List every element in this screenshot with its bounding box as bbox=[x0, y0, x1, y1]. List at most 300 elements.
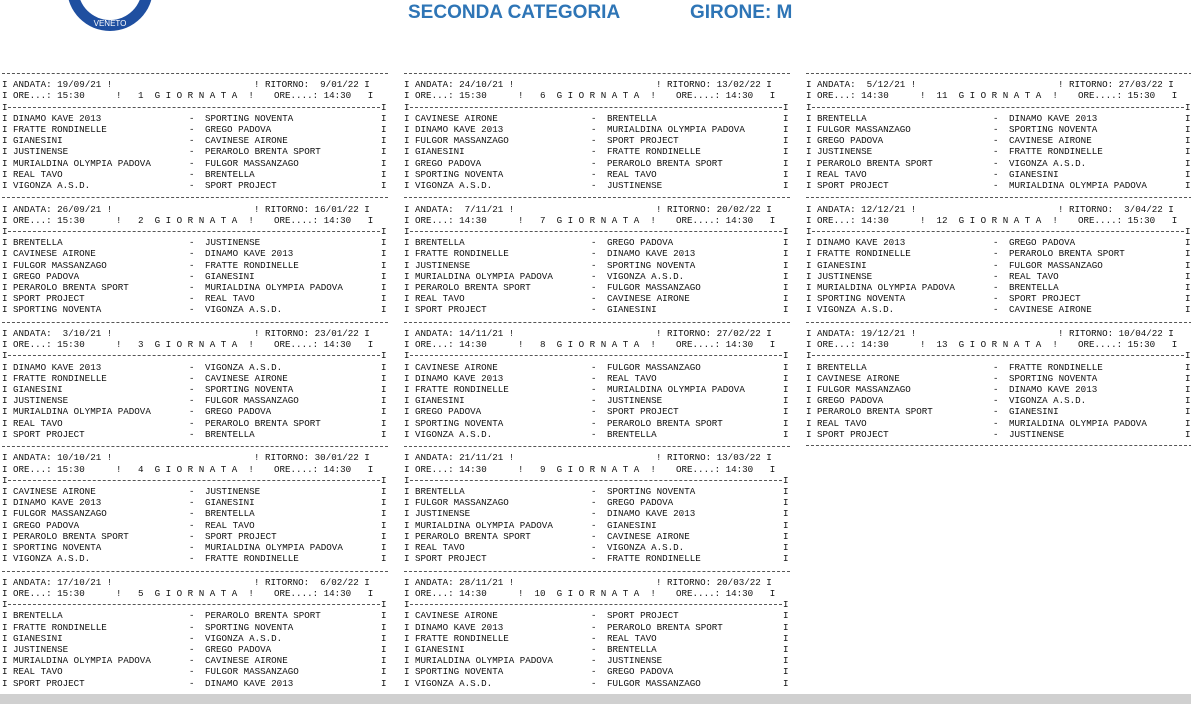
match-row bbox=[2, 135, 388, 146]
match-separator: - bbox=[591, 508, 597, 520]
away-team: FRATTE RONDINELLE bbox=[607, 553, 701, 565]
match-row bbox=[2, 542, 388, 553]
away-team: BRENTELLA bbox=[607, 643, 657, 655]
home-team: DINAMO KAVE 2013 bbox=[13, 112, 102, 124]
match-separator: - bbox=[591, 372, 597, 384]
match-row bbox=[2, 373, 388, 384]
away-team: FRATTE RONDINELLE bbox=[205, 259, 299, 271]
ritorno-time: ORE....: 14:30 I bbox=[274, 214, 374, 226]
wall-right: I bbox=[381, 530, 387, 542]
match-separator: - bbox=[189, 643, 195, 655]
wall-right: I bbox=[783, 417, 789, 429]
separator-row bbox=[806, 102, 1191, 113]
home-team: REAL TAVO bbox=[415, 541, 465, 553]
wall-left: I bbox=[2, 124, 8, 135]
match-row bbox=[2, 678, 388, 689]
match-row bbox=[2, 362, 388, 373]
ritorno-date: ! RITORNO: 20/02/22 I bbox=[656, 203, 772, 215]
dashed-rule bbox=[404, 322, 790, 323]
ritorno-time: ORE....: 14:30 I bbox=[676, 463, 776, 475]
match-separator: - bbox=[591, 168, 597, 180]
match-separator: - bbox=[189, 666, 195, 678]
wall-right: I bbox=[381, 361, 387, 373]
andata-time: I ORE...: 14:30 bbox=[404, 214, 487, 226]
wall-left: I bbox=[2, 237, 8, 249]
away-team: CAVINESE AIRONE bbox=[205, 135, 288, 147]
match-row bbox=[2, 271, 388, 282]
away-team: SPORTING NOVENTA bbox=[607, 259, 696, 271]
separator-row bbox=[404, 226, 790, 237]
wall-left: I bbox=[2, 519, 8, 531]
home-team: JUSTINENSE bbox=[13, 643, 69, 655]
giornata-number: ! 4 G I O R N A T A ! bbox=[116, 463, 254, 475]
wall-right: I bbox=[381, 485, 387, 497]
match-separator: - bbox=[591, 655, 597, 667]
away-team: PERAROLO BRENTA SPORT bbox=[607, 417, 723, 429]
andata-ritorno-row bbox=[404, 452, 790, 463]
separator-row bbox=[2, 68, 388, 79]
match-row bbox=[2, 655, 388, 666]
home-team: CAVINESE AIRONE bbox=[817, 372, 900, 384]
giornata-row bbox=[2, 464, 388, 475]
separator-row bbox=[806, 192, 1191, 203]
wall-left: I bbox=[404, 666, 410, 678]
away-team: GIANESINI bbox=[607, 519, 657, 531]
match-row bbox=[2, 486, 388, 497]
home-team: VIGONZA A.S.D. bbox=[415, 677, 493, 689]
andata-ritorno-row bbox=[2, 204, 388, 215]
match-row bbox=[404, 260, 790, 271]
match-row bbox=[404, 666, 790, 677]
away-team: MURIALDINA OLYMPIA PADOVA bbox=[205, 281, 343, 293]
wall-right: I bbox=[783, 248, 789, 260]
away-team: REAL TAVO bbox=[1009, 270, 1059, 282]
away-team: MURIALDINA OLYMPIA PADOVA bbox=[1009, 180, 1147, 191]
separator-row bbox=[2, 102, 388, 113]
match-row bbox=[404, 395, 790, 406]
wall-right: I bbox=[381, 350, 387, 362]
match-row bbox=[2, 248, 388, 259]
separator-row bbox=[2, 599, 388, 610]
away-team: JUSTINENSE bbox=[607, 180, 663, 191]
wall-left: I bbox=[2, 677, 8, 689]
wall-right: I bbox=[381, 293, 387, 305]
separator-row bbox=[2, 192, 388, 203]
match-row bbox=[2, 169, 388, 180]
home-team: GIANESINI bbox=[13, 632, 63, 644]
away-team: VIGONZA A.S.D. bbox=[205, 361, 283, 373]
wall-left: I bbox=[404, 157, 410, 169]
away-team: REAL TAVO bbox=[607, 632, 657, 644]
dashed-rule bbox=[2, 571, 388, 572]
match-separator: - bbox=[993, 281, 999, 293]
match-separator: - bbox=[189, 530, 195, 542]
match-separator: - bbox=[993, 157, 999, 169]
ritorno-time: ORE....: 14:30 I bbox=[676, 339, 776, 351]
match-separator: - bbox=[993, 112, 999, 124]
wall-left: I bbox=[806, 225, 812, 237]
wall-right: I bbox=[381, 666, 387, 678]
andata-ritorno-row bbox=[2, 452, 388, 463]
home-team: GREGO PADOVA bbox=[13, 270, 80, 282]
wall-left: I bbox=[2, 666, 8, 678]
andata-ritorno-row bbox=[2, 577, 388, 588]
andata-ritorno-row bbox=[404, 79, 790, 90]
match-separator: - bbox=[591, 281, 597, 293]
home-team: DINAMO KAVE 2013 bbox=[415, 372, 504, 384]
match-row bbox=[806, 429, 1191, 440]
dashed-rule bbox=[2, 73, 388, 74]
giornata-number: ! 5 G I O R N A T A ! bbox=[116, 587, 254, 599]
away-team: MURIALDINA OLYMPIA PADOVA bbox=[607, 383, 745, 395]
wall-left: I bbox=[2, 383, 8, 395]
wall-right: I bbox=[381, 259, 387, 271]
wall-right: I bbox=[1185, 383, 1191, 395]
ritorno-date: ! RITORNO: 3/04/22 I bbox=[1058, 203, 1174, 215]
calendar-column-2 bbox=[404, 68, 790, 694]
match-separator: - bbox=[189, 508, 195, 520]
match-row bbox=[2, 553, 388, 564]
away-team: PERAROLO BRENTA SPORT bbox=[205, 146, 321, 158]
match-separator: - bbox=[189, 406, 195, 418]
away-team: VIGONZA A.S.D. bbox=[205, 304, 283, 316]
wall-left: I bbox=[2, 225, 8, 237]
away-team: BRENTELLA bbox=[1009, 281, 1059, 293]
ritorno-date: ! RITORNO: 20/03/22 I bbox=[656, 576, 772, 588]
wall-right: I bbox=[783, 599, 789, 611]
match-row bbox=[2, 304, 388, 315]
match-separator: - bbox=[189, 168, 195, 180]
match-separator: - bbox=[189, 553, 195, 565]
home-team: GREGO PADOVA bbox=[817, 395, 884, 407]
wall-right: I bbox=[783, 474, 789, 486]
home-team: MURIALDINA OLYMPIA PADOVA bbox=[13, 406, 151, 418]
andata-time: I ORE...: 14:30 bbox=[806, 90, 889, 102]
home-team: PERAROLO BRENTA SPORT bbox=[415, 530, 531, 542]
wall-left: I bbox=[404, 428, 410, 440]
giornata-row bbox=[2, 588, 388, 599]
away-team: GREGO PADOVA bbox=[205, 406, 272, 418]
match-row bbox=[404, 418, 790, 429]
wall-left: I bbox=[404, 350, 410, 362]
separator-row bbox=[806, 68, 1191, 79]
ritorno-time: ORE....: 14:30 I bbox=[274, 587, 374, 599]
home-team: SPORT PROJECT bbox=[13, 293, 85, 305]
wall-right: I bbox=[1185, 428, 1191, 440]
match-separator: - bbox=[993, 135, 999, 147]
away-team: BRENTELLA bbox=[205, 428, 255, 440]
away-team: PERAROLO BRENTA SPORT bbox=[205, 610, 321, 622]
match-row bbox=[404, 282, 790, 293]
wall-left: I bbox=[806, 146, 812, 158]
match-row bbox=[404, 124, 790, 135]
away-team: BRENTELLA bbox=[205, 168, 255, 180]
andata-date: I ANDATA: 10/10/21 ! bbox=[2, 452, 113, 464]
match-row bbox=[404, 486, 790, 497]
home-team: PERAROLO BRENTA SPORT bbox=[817, 157, 933, 169]
match-separator: - bbox=[591, 610, 597, 622]
away-team: MURIALDINA OLYMPIA PADOVA bbox=[1009, 417, 1147, 429]
away-team: GREGO PADOVA bbox=[205, 124, 272, 135]
wall-right: I bbox=[1185, 248, 1191, 260]
wall-right: I bbox=[381, 146, 387, 158]
away-team: CAVINESE AIRONE bbox=[205, 655, 288, 667]
home-team: PERAROLO BRENTA SPORT bbox=[415, 281, 531, 293]
match-separator: - bbox=[591, 666, 597, 678]
wall-left: I bbox=[404, 293, 410, 305]
home-team: FRATTE RONDINELLE bbox=[13, 372, 107, 384]
wall-left: I bbox=[404, 643, 410, 655]
home-team: VIGONZA A.S.D. bbox=[13, 180, 91, 191]
wall-right: I bbox=[1185, 124, 1191, 135]
ritorno-date: ! RITORNO: 13/03/22 I bbox=[656, 452, 772, 464]
match-row bbox=[404, 146, 790, 157]
calendar-columns bbox=[0, 68, 1191, 694]
match-separator: - bbox=[993, 124, 999, 135]
dashed-rule bbox=[812, 107, 1184, 108]
wall-right: I bbox=[783, 395, 789, 407]
away-team: GREGO PADOVA bbox=[1009, 237, 1076, 249]
match-separator: - bbox=[591, 497, 597, 509]
wall-left: I bbox=[2, 417, 8, 429]
girone-title: GIRONE: M bbox=[690, 2, 793, 23]
wall-right: I bbox=[783, 428, 789, 440]
wall-left: I bbox=[404, 383, 410, 395]
andata-date: I ANDATA: 21/11/21 ! bbox=[404, 452, 515, 464]
dashed-rule bbox=[812, 231, 1184, 232]
andata-date: I ANDATA: 17/10/21 ! bbox=[2, 576, 113, 588]
wall-left: I bbox=[806, 417, 812, 429]
home-team: FRATTE RONDINELLE bbox=[13, 124, 107, 135]
match-row bbox=[2, 418, 388, 429]
away-team: DINAMO KAVE 2013 bbox=[1009, 383, 1098, 395]
wall-left: I bbox=[404, 225, 410, 237]
wall-right: I bbox=[783, 270, 789, 282]
away-team: CAVINESE AIRONE bbox=[1009, 135, 1092, 147]
dashed-rule bbox=[404, 446, 790, 447]
away-team: SPORT PROJECT bbox=[607, 610, 679, 622]
wall-right: I bbox=[1185, 281, 1191, 293]
away-team: REAL TAVO bbox=[607, 168, 657, 180]
wall-right: I bbox=[381, 395, 387, 407]
away-team: SPORTING NOVENTA bbox=[205, 383, 294, 395]
match-separator: - bbox=[993, 270, 999, 282]
home-team: CAVINESE AIRONE bbox=[415, 112, 498, 124]
match-separator: - bbox=[993, 168, 999, 180]
wall-left: I bbox=[404, 281, 410, 293]
wall-left: I bbox=[404, 610, 410, 622]
home-team: VIGONZA A.S.D. bbox=[817, 304, 895, 316]
home-team: REAL TAVO bbox=[415, 293, 465, 305]
giornata-row bbox=[2, 90, 388, 101]
wall-left: I bbox=[2, 395, 8, 407]
wall-left: I bbox=[404, 530, 410, 542]
match-separator: - bbox=[993, 383, 999, 395]
match-row bbox=[404, 248, 790, 259]
dashed-rule bbox=[410, 604, 782, 605]
away-team: REAL TAVO bbox=[205, 293, 255, 305]
match-separator: - bbox=[189, 146, 195, 158]
dashed-rule bbox=[2, 322, 388, 323]
match-separator: - bbox=[189, 180, 195, 191]
away-team: CAVINESE AIRONE bbox=[1009, 304, 1092, 316]
match-separator: - bbox=[591, 304, 597, 316]
andata-ritorno-row bbox=[806, 79, 1191, 90]
match-row bbox=[806, 282, 1191, 293]
ritorno-time: ORE....: 14:30 I bbox=[274, 90, 374, 102]
wall-left: I bbox=[2, 643, 8, 655]
match-row bbox=[2, 293, 388, 304]
wall-right: I bbox=[381, 643, 387, 655]
giornata-number: ! 1 G I O R N A T A ! bbox=[116, 90, 254, 102]
wall-right: I bbox=[381, 474, 387, 486]
match-row bbox=[2, 497, 388, 508]
match-separator: - bbox=[189, 519, 195, 531]
wall-right: I bbox=[783, 655, 789, 667]
away-team: GIANESINI bbox=[205, 497, 255, 509]
ritorno-date: ! RITORNO: 10/04/22 I bbox=[1058, 327, 1174, 339]
separator-row bbox=[2, 317, 388, 328]
wall-right: I bbox=[783, 293, 789, 305]
wall-left: I bbox=[806, 248, 812, 260]
wall-right: I bbox=[381, 417, 387, 429]
match-row bbox=[2, 158, 388, 169]
wall-left: I bbox=[2, 610, 8, 622]
wall-left: I bbox=[2, 101, 8, 113]
away-team: JUSTINENSE bbox=[205, 485, 261, 497]
logo-text: VENETO bbox=[93, 19, 127, 28]
away-team: FRATTE RONDINELLE bbox=[1009, 361, 1103, 373]
andata-date: I ANDATA: 19/12/21 ! bbox=[806, 327, 917, 339]
giornata-number: ! 2 G I O R N A T A ! bbox=[116, 214, 254, 226]
home-team: GREGO PADOVA bbox=[415, 406, 482, 418]
away-team: DINAMO KAVE 2013 bbox=[607, 508, 696, 520]
away-team: SPORTING NOVENTA bbox=[1009, 124, 1098, 135]
wall-left: I bbox=[806, 259, 812, 271]
match-separator: - bbox=[189, 304, 195, 316]
home-team: FULGOR MASSANZAGO bbox=[13, 259, 107, 271]
match-separator: - bbox=[993, 361, 999, 373]
home-team: FULGOR MASSANZAGO bbox=[415, 497, 509, 509]
andata-time: I ORE...: 15:30 bbox=[2, 463, 85, 475]
match-separator: - bbox=[189, 259, 195, 271]
away-team: REAL TAVO bbox=[607, 372, 657, 384]
away-team: JUSTINENSE bbox=[607, 655, 663, 667]
match-row bbox=[404, 520, 790, 531]
match-row bbox=[2, 124, 388, 135]
wall-left: I bbox=[2, 259, 8, 271]
away-team: DINAMO KAVE 2013 bbox=[205, 677, 294, 689]
wall-right: I bbox=[783, 168, 789, 180]
wall-left: I bbox=[806, 157, 812, 169]
wall-left: I bbox=[2, 361, 8, 373]
match-separator: - bbox=[591, 383, 597, 395]
wall-right: I bbox=[1185, 237, 1191, 249]
away-team: FULGOR MASSANZAGO bbox=[607, 281, 701, 293]
separator-row bbox=[2, 566, 388, 577]
wall-left: I bbox=[806, 135, 812, 147]
away-team: VIGONZA A.S.D. bbox=[205, 632, 283, 644]
match-separator: - bbox=[189, 248, 195, 260]
wall-right: I bbox=[1185, 293, 1191, 305]
away-team: SPORT PROJECT bbox=[205, 530, 277, 542]
giornata-row bbox=[2, 339, 388, 350]
match-row bbox=[404, 113, 790, 124]
away-team: VIGONZA A.S.D. bbox=[1009, 157, 1087, 169]
match-separator: - bbox=[993, 237, 999, 249]
wall-left: I bbox=[806, 112, 812, 124]
wall-right: I bbox=[1185, 112, 1191, 124]
separator-row bbox=[2, 441, 388, 452]
match-row bbox=[806, 271, 1191, 282]
away-team: CAVINESE AIRONE bbox=[205, 372, 288, 384]
wall-left: I bbox=[2, 599, 8, 611]
away-team: GREGO PADOVA bbox=[607, 237, 674, 249]
match-row bbox=[404, 508, 790, 519]
match-separator: - bbox=[591, 406, 597, 418]
wall-right: I bbox=[381, 168, 387, 180]
separator-row bbox=[404, 317, 790, 328]
wall-left: I bbox=[2, 304, 8, 316]
home-team: GIANESINI bbox=[817, 259, 867, 271]
wall-right: I bbox=[783, 372, 789, 384]
dashed-rule bbox=[812, 355, 1184, 356]
separator-row bbox=[2, 226, 388, 237]
wall-left: I bbox=[2, 541, 8, 553]
match-separator: - bbox=[189, 395, 195, 407]
dashed-rule bbox=[404, 197, 790, 198]
match-row bbox=[404, 180, 790, 191]
match-row bbox=[2, 644, 388, 655]
away-team: VIGONZA A.S.D. bbox=[1009, 395, 1087, 407]
wall-right: I bbox=[381, 180, 387, 191]
andata-time: I ORE...: 15:30 bbox=[404, 90, 487, 102]
wall-left: I bbox=[2, 508, 8, 520]
match-row bbox=[2, 508, 388, 519]
home-team: JUSTINENSE bbox=[13, 146, 69, 158]
away-team: DINAMO KAVE 2013 bbox=[607, 248, 696, 260]
giornata-number: ! 9 G I O R N A T A ! bbox=[518, 463, 656, 475]
home-team: BRENTELLA bbox=[13, 237, 63, 249]
andata-ritorno-row bbox=[806, 204, 1191, 215]
giornata-row bbox=[404, 339, 790, 350]
andata-ritorno-row bbox=[404, 204, 790, 215]
wall-left: I bbox=[404, 361, 410, 373]
match-separator: - bbox=[591, 417, 597, 429]
match-row bbox=[806, 158, 1191, 169]
match-separator: - bbox=[993, 417, 999, 429]
dashed-rule bbox=[8, 480, 380, 481]
match-separator: - bbox=[591, 632, 597, 644]
andata-date: I ANDATA: 28/11/21 ! bbox=[404, 576, 515, 588]
wall-left: I bbox=[404, 599, 410, 611]
match-separator: - bbox=[189, 135, 195, 147]
match-row bbox=[806, 124, 1191, 135]
match-row bbox=[806, 418, 1191, 429]
wall-right: I bbox=[783, 146, 789, 158]
match-separator: - bbox=[189, 610, 195, 622]
wall-left: I bbox=[806, 237, 812, 249]
wall-left: I bbox=[806, 168, 812, 180]
home-team: DINAMO KAVE 2013 bbox=[415, 124, 504, 135]
wall-right: I bbox=[381, 270, 387, 282]
wall-right: I bbox=[783, 304, 789, 316]
wall-left: I bbox=[404, 632, 410, 644]
andata-date: I ANDATA: 5/12/21 ! bbox=[806, 79, 917, 91]
away-team: DINAMO KAVE 2013 bbox=[205, 248, 294, 260]
wall-right: I bbox=[783, 485, 789, 497]
wall-right: I bbox=[381, 124, 387, 135]
